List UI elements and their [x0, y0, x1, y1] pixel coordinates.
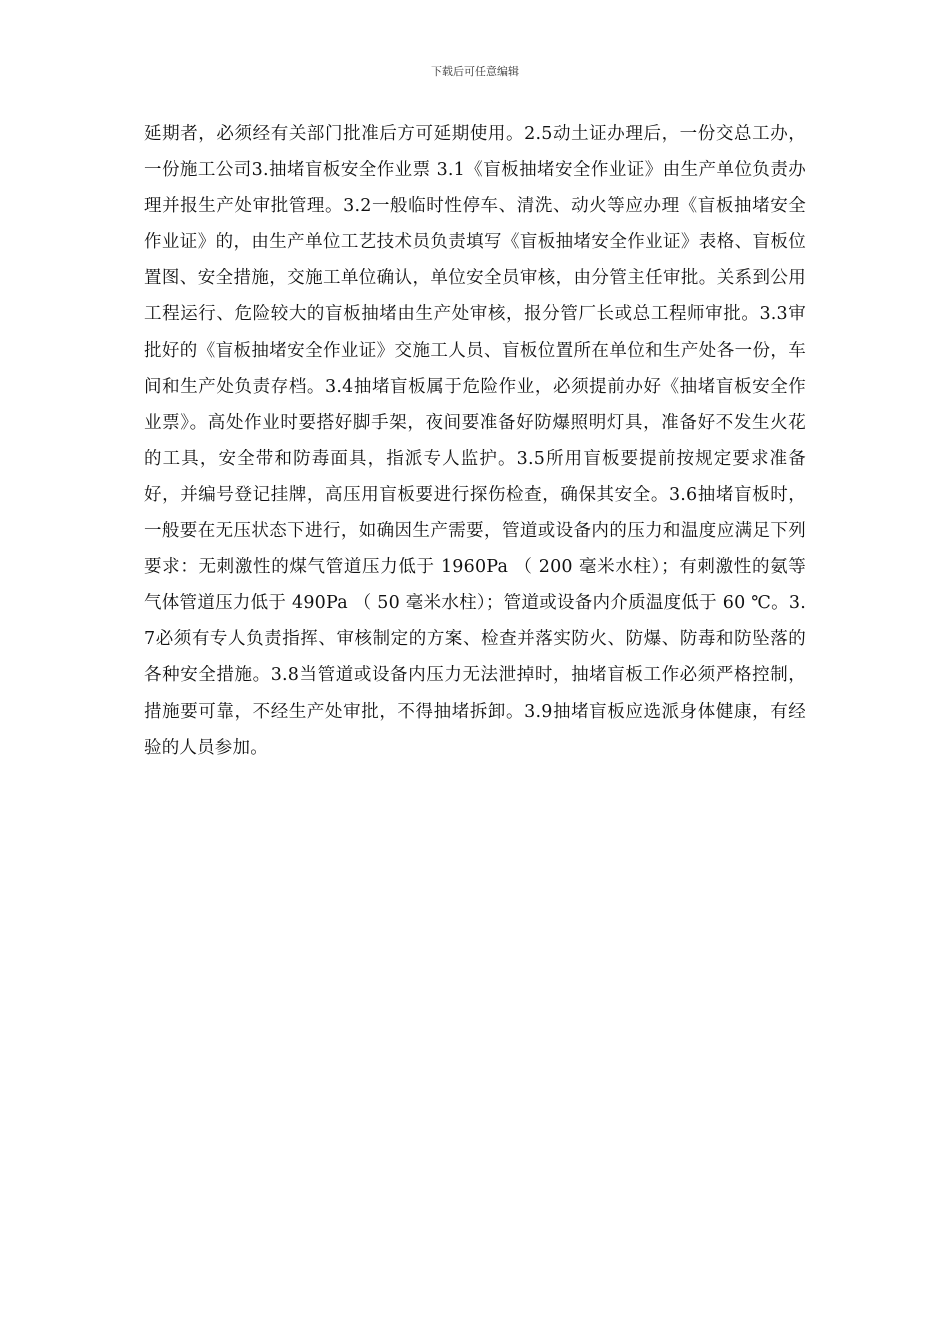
body-paragraph: 延期者，必须经有关部门批准后方可延期使用。2.5动土证办理后，一份交总工办，一份施工公司3.抽堵盲板安全作业票 3.1《盲板抽堵安全作业证》由生产单位负责办理并报生产处审批管理。3.2一般临时性停车、清洗、动火等应办理《盲板抽堵安全作业证》的，由生产单位工艺技术员负责填写《盲板抽堵安全作业证》表格、盲板位置图、安全措施，交施工单位确认，单位安全员审核，由分管主任审批。关系到公用工程运行、危险较大的盲板抽堵由生产处审核，报分管厂长或总工程师审批。3.3审批好的《盲板抽堵安全作业证》交施工人员、盲板位置所在单位和生产处各一份，车间和生产处负责存档。3.4抽堵盲板属于危险作业，必须提前办好《抽堵盲板安全作业票》。高处作业时要搭好脚手架，夜间要准备好防爆照明灯具，准备好不发生火花的工具，安全带和防毒面具，指派专人监护。3.5所用盲板要提前按规定要求准备好，并编号登记挂牌，高压用盲板要进行探伤检查，确保其安全。3.6抽堵盲板时，一般要在无压状态下进行，如确因生产需要，管道或设备内的压力和温度应满足下列要求：无刺激性的煤气管道压力低于 1960Pa （ 200 毫米水柱）；有刺激性的氨等气体管道压力低于 490Pa （ 50 毫米水柱）；管道或设备内介质温度低于 60 ℃。3.7必须有专人负责指挥、审核制定的方案、检查并落实防火、防爆、防毒和防坠落的各种安全措施。3.8当管道或设备内压力无法泄掉时，抽堵盲板工作必须严格控制，措施要可靠，不经生产处审批，不得抽堵拆卸。3.9抽堵盲板应选派身体健康，有经验的人员参加。 — [144, 124, 806, 758]
page-header: 下载后可任意编辑 — [431, 65, 519, 78]
document-body — [144, 116, 806, 766]
